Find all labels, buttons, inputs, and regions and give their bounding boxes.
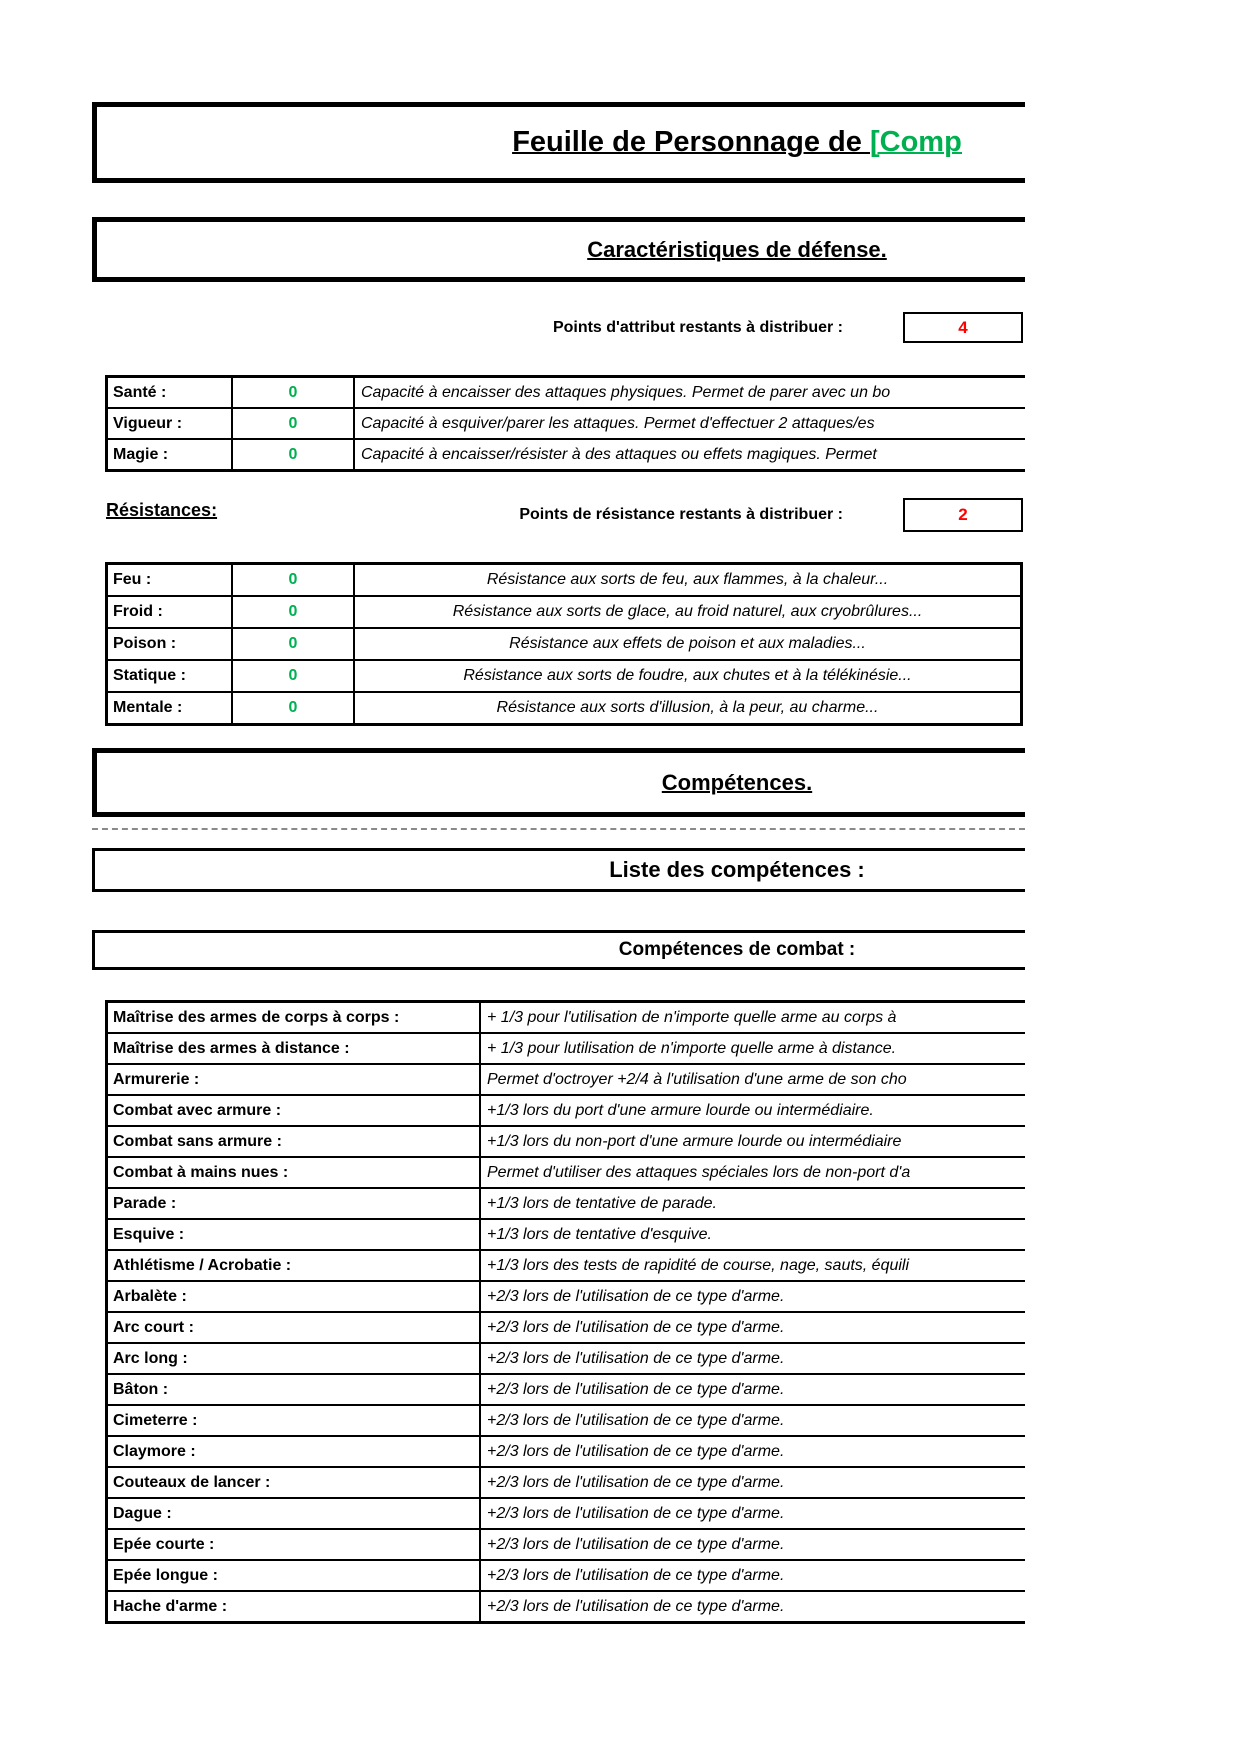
attribute-label: Santé : bbox=[108, 378, 233, 407]
page-break-dashed-line bbox=[92, 828, 1025, 830]
attribute-label: Vigueur : bbox=[108, 409, 233, 438]
attribute-label: Magie : bbox=[108, 440, 233, 469]
skill-desc: + 1/3 pour l'utilisation de n'importe quelle arme au corps à bbox=[487, 1009, 897, 1026]
skill-row bbox=[108, 1437, 1025, 1468]
skill-label: Epée courte : bbox=[108, 1530, 481, 1559]
attribute-value: 0 bbox=[233, 440, 355, 469]
skill-label: Esquive : bbox=[108, 1220, 481, 1249]
skill-row bbox=[108, 1189, 1025, 1220]
attribute-points-label: Points d'attribut restants à distribuer : bbox=[552, 319, 843, 336]
skill-row bbox=[108, 1499, 1025, 1530]
skill-row bbox=[108, 1034, 1025, 1065]
skill-row bbox=[108, 1406, 1025, 1437]
resistance-row bbox=[108, 597, 1020, 629]
page-title-prefix: Feuille de Personnage de bbox=[512, 126, 870, 158]
skill-label: Bâton : bbox=[108, 1375, 481, 1404]
skill-desc: +2/3 lors de l'utilisation de ce type d'arme. bbox=[487, 1288, 785, 1305]
resistance-row bbox=[108, 629, 1020, 661]
skill-row bbox=[108, 1220, 1025, 1251]
attribute-points-value: 4 bbox=[903, 312, 1023, 343]
skill-desc: +1/3 lors de tentative de parade. bbox=[487, 1195, 717, 1212]
skill-label: Claymore : bbox=[108, 1437, 481, 1466]
resistance-label: Feu : bbox=[108, 565, 233, 595]
attribute-desc: Capacité à encaisser des attaques physiques. Permet de parer avec un bo bbox=[361, 384, 891, 401]
resistance-desc: Résistance aux sorts de feu, aux flammes, à la chaleur... bbox=[486, 571, 889, 588]
resistance-label: Statique : bbox=[108, 661, 233, 691]
page-title bbox=[512, 126, 962, 158]
skill-desc: +2/3 lors de l'utilisation de ce type d'arme. bbox=[487, 1350, 785, 1367]
skill-row bbox=[108, 1003, 1025, 1034]
resistance-value: 0 bbox=[233, 565, 355, 595]
resistance-desc: Résistance aux sorts de foudre, aux chutes et à la télékinésie... bbox=[463, 667, 912, 684]
attribute-value: 0 bbox=[233, 378, 355, 407]
skill-row bbox=[108, 1344, 1025, 1375]
skill-row bbox=[108, 1561, 1025, 1592]
skill-label: Arc long : bbox=[108, 1344, 481, 1373]
resistance-row bbox=[108, 661, 1020, 693]
skill-row bbox=[108, 1468, 1025, 1499]
resistance-label: Poison : bbox=[108, 629, 233, 659]
skill-desc: +2/3 lors de l'utilisation de ce type d'arme. bbox=[487, 1536, 785, 1553]
skill-label: Maîtrise des armes à distance : bbox=[108, 1034, 481, 1063]
liste-competences-title: Liste des compétences : bbox=[609, 857, 865, 882]
skill-label: Cimeterre : bbox=[108, 1406, 481, 1435]
skill-label: Couteaux de lancer : bbox=[108, 1468, 481, 1497]
resistances-title: Résistances: bbox=[106, 500, 218, 520]
skill-label: Epée longue : bbox=[108, 1561, 481, 1590]
competences-section-title: Compétences. bbox=[661, 770, 813, 795]
defense-section-header-box bbox=[92, 217, 1025, 282]
resistance-points-value: 2 bbox=[903, 498, 1023, 532]
resistance-points-label: Points de résistance restants à distribuer : bbox=[519, 506, 843, 523]
skill-desc: +2/3 lors de l'utilisation de ce type d'arme. bbox=[487, 1381, 785, 1398]
skill-row bbox=[108, 1592, 1025, 1621]
skill-label: Maîtrise des armes de corps à corps : bbox=[108, 1003, 481, 1032]
skill-label: Athlétisme / Acrobatie : bbox=[108, 1251, 481, 1280]
attributes-table bbox=[105, 375, 1025, 472]
skill-label: Parade : bbox=[108, 1189, 481, 1218]
competences-section-header-box bbox=[92, 748, 1025, 817]
skill-label: Dague : bbox=[108, 1499, 481, 1528]
resistance-value: 0 bbox=[233, 661, 355, 691]
skill-row bbox=[108, 1251, 1025, 1282]
resistance-desc: Résistance aux sorts de glace, au froid naturel, aux cryobrûlures... bbox=[452, 603, 923, 620]
skill-label: Arbalète : bbox=[108, 1282, 481, 1311]
resistance-desc: Résistance aux effets de poison et aux maladies... bbox=[509, 635, 866, 652]
resistance-row bbox=[108, 693, 1020, 723]
attribute-row bbox=[108, 409, 1025, 440]
skill-desc: +2/3 lors de l'utilisation de ce type d'arme. bbox=[487, 1567, 785, 1584]
skill-desc: +1/3 lors des tests de rapidité de course, nage, sauts, équili bbox=[487, 1257, 910, 1274]
attribute-row bbox=[108, 378, 1025, 409]
sheet-title-box bbox=[92, 102, 1025, 183]
attribute-value: 0 bbox=[233, 409, 355, 438]
combat-skills-table bbox=[105, 1000, 1025, 1624]
skill-row bbox=[108, 1158, 1025, 1189]
attribute-desc: Capacité à esquiver/parer les attaques. Permet d'effectuer 2 attaques/es bbox=[361, 415, 875, 432]
skill-desc: +1/3 lors du non-port d'une armure lourde ou intermédiaire bbox=[487, 1133, 902, 1150]
resistance-value: 0 bbox=[233, 693, 355, 723]
skill-desc: +1/3 lors du port d'une armure lourde ou intermédiaire. bbox=[487, 1102, 874, 1119]
defense-section-title: Caractéristiques de défense. bbox=[587, 237, 887, 262]
skill-desc: Permet d'octroyer +2/4 à l'utilisation d'une arme de son cho bbox=[487, 1071, 907, 1088]
skill-desc: +2/3 lors de l'utilisation de ce type d'arme. bbox=[487, 1474, 785, 1491]
skill-desc: +2/3 lors de l'utilisation de ce type d'arme. bbox=[487, 1505, 785, 1522]
skill-desc: Permet d'utiliser des attaques spéciales lors de non-port d'a bbox=[487, 1164, 911, 1181]
combat-competences-header-box bbox=[92, 930, 1025, 970]
skill-label: Combat à mains nues : bbox=[108, 1158, 481, 1187]
skill-desc: +2/3 lors de l'utilisation de ce type d'arme. bbox=[487, 1598, 785, 1615]
skill-label: Hache d'arme : bbox=[108, 1592, 481, 1621]
skill-label: Arc court : bbox=[108, 1313, 481, 1342]
resistance-desc: Résistance aux sorts d'illusion, à la peur, au charme... bbox=[496, 699, 879, 716]
skill-desc: +2/3 lors de l'utilisation de ce type d'arme. bbox=[487, 1443, 785, 1460]
skill-desc: +2/3 lors de l'utilisation de ce type d'arme. bbox=[487, 1412, 785, 1429]
skill-label: Combat sans armure : bbox=[108, 1127, 481, 1156]
skill-row bbox=[108, 1313, 1025, 1344]
liste-competences-header-box bbox=[92, 848, 1025, 892]
resistance-value: 0 bbox=[233, 597, 355, 627]
skill-desc: + 1/3 pour lutilisation de n'importe quelle arme à distance. bbox=[487, 1040, 897, 1057]
resistance-value: 0 bbox=[233, 629, 355, 659]
skill-row bbox=[108, 1530, 1025, 1561]
attribute-desc: Capacité à encaisser/résister à des attaques ou effets magiques. Permet bbox=[361, 446, 877, 463]
resistance-row bbox=[108, 565, 1020, 597]
skill-row bbox=[108, 1282, 1025, 1313]
skill-row bbox=[108, 1375, 1025, 1406]
skill-row bbox=[108, 1065, 1025, 1096]
combat-competences-title: Compétences de combat : bbox=[618, 939, 856, 960]
resistance-label: Froid : bbox=[108, 597, 233, 627]
skill-label: Combat avec armure : bbox=[108, 1096, 481, 1125]
skill-desc: +1/3 lors de tentative d'esquive. bbox=[487, 1226, 712, 1243]
page-title-highlight: [Comp bbox=[869, 126, 962, 158]
attribute-row bbox=[108, 440, 1025, 469]
resistance-label: Mentale : bbox=[108, 693, 233, 723]
skill-desc: +2/3 lors de l'utilisation de ce type d'arme. bbox=[487, 1319, 785, 1336]
skill-row bbox=[108, 1096, 1025, 1127]
resistances-table bbox=[105, 562, 1023, 726]
skill-row bbox=[108, 1127, 1025, 1158]
skill-label: Armurerie : bbox=[108, 1065, 481, 1094]
